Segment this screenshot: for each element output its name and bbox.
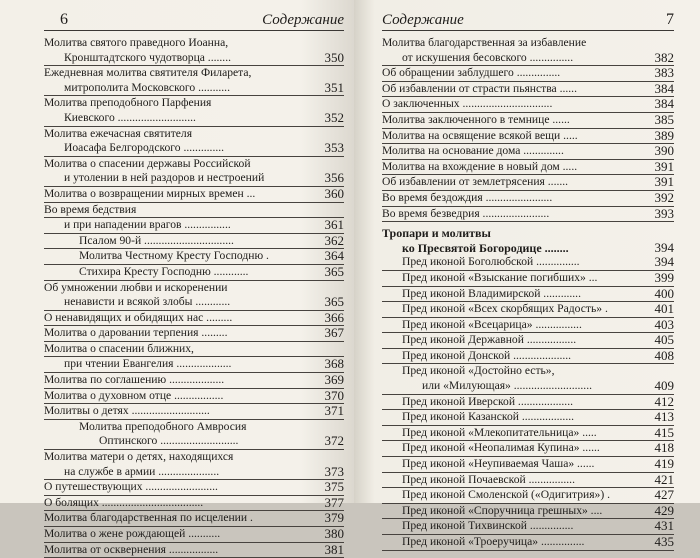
toc-page-number: 421 [654, 471, 674, 487]
toc-page-number: 418 [654, 440, 674, 456]
toc-entry [382, 271, 674, 287]
toc-entry-text: Об умножении любви и искоренении [44, 280, 228, 294]
toc-entry-text: Пред иконой «Троеручица» ............... [402, 535, 585, 548]
toc-entry-text: Молитва преподобного Амвросия [79, 419, 247, 433]
toc-entry-text: Пред иконой «Достойно есть», [402, 364, 555, 378]
toc-entry-text: О заключенных ............................... [382, 97, 553, 111]
toc-page-number: 415 [654, 424, 674, 440]
toc-entry-text: Пред иконой Иверской ................... [402, 394, 573, 408]
toc-page-number: 365 [324, 294, 344, 310]
toc-entry [44, 187, 344, 203]
toc-entry-text: Молитва заключенного в темнице ...... [382, 112, 570, 126]
toc-entry-text: Пред иконой Донской .................... [402, 348, 572, 362]
toc-page-number: 380 [324, 526, 344, 541]
right-page-running-title: Содержание [382, 12, 464, 28]
left-page-number: 6 [60, 11, 68, 28]
toc-entry-text: Во время бедствия [44, 202, 137, 216]
toc-entry [382, 473, 674, 489]
left-page-running-title: Содержание [262, 12, 344, 28]
toc-entry [44, 480, 344, 496]
toc-entry-text: Молитва о спасении державы Российской [44, 156, 251, 170]
toc-entry [44, 389, 344, 405]
toc-entry-text: Пред иконой «Неопалимая Купина» ...... [402, 441, 600, 455]
toc-page-number: 408 [654, 347, 674, 363]
toc-page-number: 429 [654, 502, 674, 518]
toc-page-number: 393 [654, 205, 674, 221]
toc-entry [382, 410, 674, 426]
toc-page-number: 381 [324, 541, 344, 557]
toc-entry-text: Пред иконой Боголюбской ............... [402, 255, 580, 269]
toc-page-number: 384 [654, 96, 674, 112]
toc-entry-text: Киевского ........................... [64, 110, 196, 124]
toc-entry [44, 234, 344, 250]
toc-entry-text: ко Пресвятой Богородице ........ [402, 240, 569, 255]
toc-entry-text: Пред иконой «Всецарица» ................ [402, 317, 582, 331]
toc-entry-text: Стихира Кресту Господню ............ [79, 264, 249, 278]
toc-entry [382, 129, 674, 145]
toc-page-number: 371 [324, 403, 344, 419]
toc-entry-text: на службе в армии ..................... [64, 464, 220, 478]
toc-entry [44, 511, 344, 527]
toc-entry [382, 318, 674, 334]
toc-page-number: 366 [324, 309, 344, 325]
toc-entry-text: Кронштадтского чудотворца ........ [64, 50, 231, 64]
toc-page-number: 405 [654, 332, 674, 348]
toc-entry [44, 373, 344, 389]
right-page-number: 7 [666, 11, 674, 28]
toc-entry [44, 326, 344, 342]
toc-page-number: 379 [324, 510, 344, 526]
toc-entry [44, 36, 344, 66]
toc-section-heading [382, 226, 674, 255]
toc-page-number: 364 [324, 248, 344, 264]
toc-page-number: 382 [654, 49, 674, 65]
toc-entry-text: Молитва о духовном отце ................. [44, 388, 224, 402]
toc-entry-text: Об избавлении от землетрясения ....... [382, 175, 569, 189]
toc-entry-text: или «Милующая» ........................... [422, 379, 593, 393]
toc-entry [382, 395, 674, 411]
toc-entry [382, 426, 674, 442]
toc-page-number: 419 [654, 456, 674, 472]
toc-entry-text: Пред иконой «Млекопитательница» ..... [402, 425, 597, 439]
toc-entry [44, 157, 344, 187]
toc-entry-text: Молитва от осквернения ................. [44, 542, 219, 556]
toc-entry [44, 311, 344, 327]
toc-entry [382, 175, 674, 191]
toc-entry [44, 420, 344, 450]
toc-entry-text: Молитва о даровании терпения ......... [44, 326, 228, 340]
toc-entry-text: Молитва матери о детях, находящихся [44, 450, 234, 464]
toc-page-number: 389 [654, 127, 674, 143]
toc-entry-text: и при нападении врагов ................ [64, 218, 231, 232]
toc-entry [382, 287, 674, 303]
toc-entry-text: Молитвы о детях ........................... [44, 404, 210, 418]
toc-entry-text: О ненавидящих и обидящих нас ......... [44, 310, 233, 324]
toc-entry-text: и утолении в ней раздоров и нестроений [64, 171, 265, 185]
toc-page-number: 360 [324, 185, 344, 201]
toc-page-number: 391 [654, 174, 674, 190]
toc-entry-text: Об обращении заблудшего ............... [382, 66, 561, 80]
toc-entry [44, 527, 344, 543]
toc-entry [382, 535, 674, 551]
toc-entry [44, 543, 344, 558]
toc-entry-text: Псалом 90-й ............................... [79, 233, 234, 247]
toc-entry-text: Молитва благодарственная по исцелении . [44, 511, 253, 525]
toc-entry-text: Пред иконой «Неупиваемая Чаша» ...... [402, 457, 595, 471]
toc-page-number: 400 [654, 285, 674, 301]
toc-entry-text: Молитва по соглашению ................... [44, 373, 225, 387]
toc-entry-text: Молитва на основание дома .............. [382, 144, 564, 158]
toc-page-number: 385 [654, 111, 674, 127]
toc-page-number: 362 [324, 232, 344, 248]
toc-entry-text: ненависти и всякой злобы ............ [64, 295, 231, 309]
toc-entry-text: Пред иконой «Взыскание погибших» ... [402, 270, 598, 284]
toc-page-number: 369 [324, 372, 344, 388]
toc-page-number: 375 [324, 479, 344, 495]
toc-page-number: 368 [324, 356, 344, 372]
toc-page-number: 390 [654, 143, 674, 159]
toc-entry-text: Пред иконой «Всех скорбящих Радость» . [402, 302, 608, 316]
right-toc-list [382, 36, 674, 551]
toc-entry-text: Пред иконой Державной ................. [402, 333, 577, 347]
toc-entry-text: О болящих ................................... [44, 495, 204, 509]
toc-entry [44, 357, 344, 373]
toc-page-number: 401 [654, 301, 674, 317]
toc-page-number: 383 [654, 65, 674, 81]
toc-page-number: 377 [324, 494, 344, 510]
toc-page-number: 356 [324, 170, 344, 186]
toc-entry-text: Об избавлении от страсти пьянства ...... [382, 81, 577, 95]
toc-page-number: 394 [654, 254, 674, 270]
toc-entry [44, 96, 344, 126]
toc-entry-text: Молитва святого праведного Иоанна, [44, 36, 229, 49]
toc-page-number: 353 [324, 140, 344, 156]
toc-entry-text: Пред иконой Владимирской ............. [402, 286, 581, 300]
toc-entry-text: О путешествующих ......................... [44, 480, 218, 494]
toc-entry-text: Молитва благодарственная за избавление [382, 36, 587, 49]
toc-entry [382, 97, 674, 113]
toc-entry [44, 342, 344, 358]
toc-page-number: 372 [324, 433, 344, 449]
toc-entry [382, 113, 674, 129]
toc-entry [44, 203, 344, 219]
toc-entry [44, 496, 344, 512]
toc-entry-text: при чтении Евангелия ................... [64, 357, 232, 371]
toc-entry [382, 333, 674, 349]
toc-entry [44, 450, 344, 480]
toc-entry [382, 255, 674, 271]
toc-page-number: 365 [324, 263, 344, 279]
toc-entry [44, 66, 344, 96]
toc-entry-text: Во время безведрия ....................... [382, 206, 550, 220]
toc-page-number: 412 [654, 393, 674, 409]
toc-entry-text: Ежедневная молитва святителя Филарета, [44, 66, 252, 80]
toc-page-number: 361 [324, 217, 344, 233]
toc-entry-text: Пред иконой Казанской .................. [402, 410, 575, 424]
toc-entry-text: Молитва на вхождение в новый дом ..... [382, 159, 578, 173]
toc-entry-text: от искушения бесовского ............... [402, 50, 574, 64]
toc-page-number: 370 [324, 387, 344, 403]
toc-entry [382, 160, 674, 176]
toc-entry-text: Пред иконой Почаевской ................ [402, 472, 575, 486]
toc-page-number: 373 [324, 463, 344, 479]
toc-entry-text: Оптинского ........................... [99, 434, 239, 448]
toc-entry [382, 302, 674, 318]
toc-entry-text: Молитва о жене рождающей ........... [44, 527, 221, 540]
toc-entry [382, 82, 674, 98]
toc-entry-text: Молитва на освящение всякой вещи ..... [382, 128, 578, 142]
toc-page-number: 384 [654, 80, 674, 96]
toc-entry [44, 404, 344, 420]
left-page-header [44, 10, 344, 31]
toc-entry [44, 265, 344, 281]
toc-page-number: 435 [654, 534, 674, 549]
toc-page-number: 367 [324, 325, 344, 341]
toc-page-number: 391 [654, 158, 674, 174]
toc-page-number: 413 [654, 409, 674, 425]
toc-entry-text: Тропари и молитвы [382, 226, 491, 241]
toc-entry [44, 281, 344, 311]
toc-page-number: 351 [324, 79, 344, 95]
toc-page-number: 392 [654, 189, 674, 205]
toc-page-number: 403 [654, 316, 674, 332]
toc-entry [382, 349, 674, 365]
toc-entry-text: Молитва о спасении ближних, [44, 341, 194, 355]
toc-entry-text: Молитва ежечасная святителя [44, 126, 193, 140]
toc-entry [382, 364, 674, 394]
right-page-header [382, 10, 674, 31]
toc-entry [382, 191, 674, 207]
toc-entry [382, 488, 674, 504]
left-toc-list [44, 36, 344, 558]
toc-entry [382, 504, 674, 520]
toc-entry [382, 519, 674, 535]
toc-page-number: 409 [654, 378, 674, 394]
toc-page-number: 350 [324, 49, 344, 65]
toc-page-number: 352 [324, 109, 344, 125]
toc-entry-text: Пред иконой Тихвинской ............... [402, 519, 574, 533]
toc-entry [382, 66, 674, 82]
toc-entry-text: Молитва преподобного Парфения [44, 96, 212, 110]
toc-entry-text: Пред иконой Смоленской («Одигитрия») . [402, 488, 610, 502]
toc-entry [382, 207, 674, 223]
toc-page-number: 399 [654, 269, 674, 285]
toc-entry [382, 441, 674, 457]
toc-page-number: 431 [654, 518, 674, 534]
toc-entry [44, 218, 344, 234]
toc-entry [382, 36, 674, 66]
toc-entry-text: Во время бездождия ....................... [382, 190, 553, 204]
right-page [354, 0, 700, 549]
toc-entry-text: Молитва о возвращении мирных времен ... [44, 186, 256, 200]
toc-entry [44, 249, 344, 265]
toc-entry [44, 127, 344, 157]
toc-entry-text: митрополита Московского ........... [64, 80, 230, 94]
toc-entry-text: Пред иконой «Споручница грешных» .... [402, 503, 603, 517]
toc-page-number: 394 [654, 239, 674, 255]
toc-page-number: 427 [654, 487, 674, 503]
toc-entry [382, 457, 674, 473]
toc-entry-text: Молитва Честному Кресту Господню . [79, 249, 269, 263]
toc-entry-text: Иоасафа Белгородского .............. [64, 141, 225, 155]
toc-entry [382, 144, 674, 160]
